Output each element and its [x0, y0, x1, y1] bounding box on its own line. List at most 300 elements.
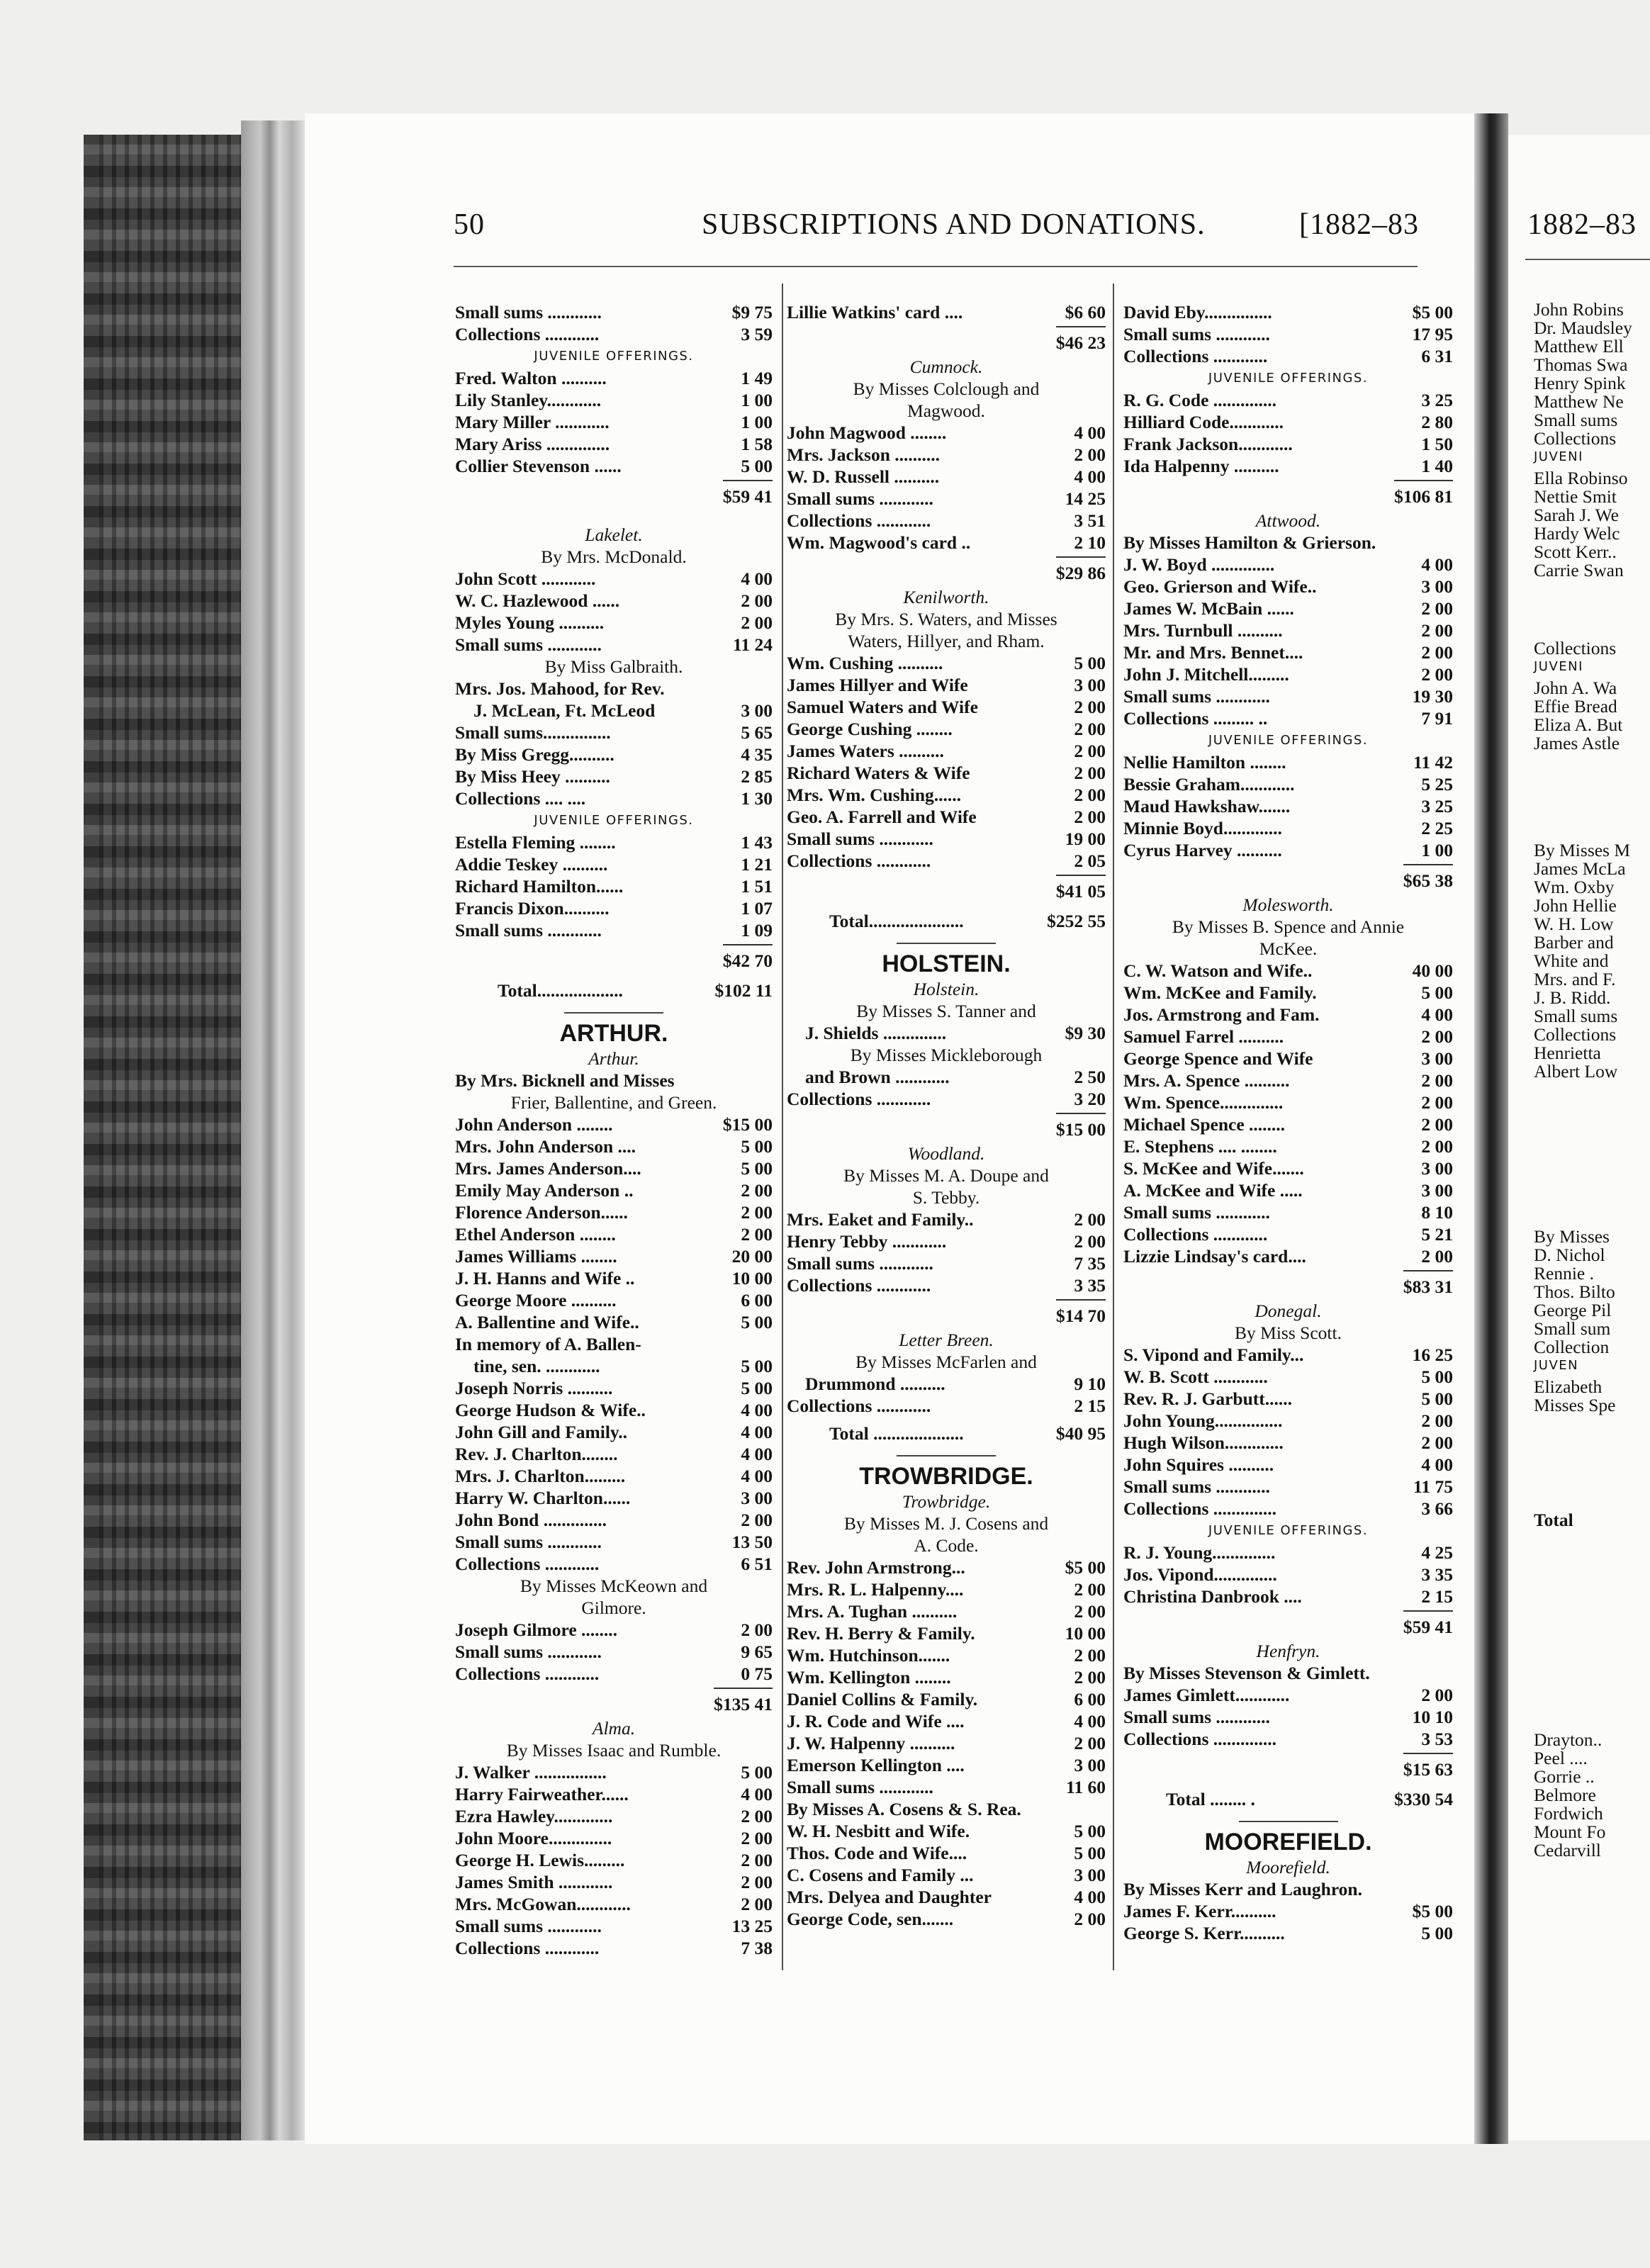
entry-name: James F. Kerr..........	[1123, 1901, 1276, 1921]
right-page-line: Henrietta	[1534, 1043, 1601, 1063]
entry-name: John Squires ..........	[1123, 1454, 1274, 1475]
right-page-line: John Robins	[1534, 299, 1624, 320]
entry-amount: 3 00	[1074, 1755, 1106, 1775]
entry-amount: 2 00	[741, 1894, 773, 1914]
entry-name: Collections ..............	[1123, 1498, 1277, 1519]
entry-amount: 11 42	[1413, 752, 1453, 773]
entry-row	[1123, 663, 1453, 685]
entry-row	[787, 1274, 1106, 1296]
entry-name: Lillie Watkins' card ....	[787, 302, 963, 322]
entry-amount: 13 50	[731, 1532, 773, 1552]
right-page-line: Gorrie ..	[1534, 1766, 1595, 1787]
entry-name: Rev. J. Charlton........	[455, 1444, 618, 1464]
entry-name: Collier Stevenson ......	[455, 456, 622, 476]
entry-amount: $5 00	[1412, 302, 1453, 322]
entry-row	[1123, 1922, 1453, 1944]
subtotal	[787, 872, 1106, 904]
section-label: JUVENILE OFFERINGS.	[1208, 1523, 1369, 1538]
entry-name: A. Ballentine and Wife..	[455, 1312, 639, 1332]
subtotal	[787, 1110, 1106, 1143]
entry-row	[455, 1443, 773, 1465]
right-page-line: Drayton..	[1534, 1729, 1603, 1750]
entry-row	[787, 1230, 1106, 1252]
entry-row	[787, 1373, 1106, 1395]
entry-amount: 2 00	[1074, 763, 1106, 783]
entry-name: Florence Anderson......	[455, 1202, 628, 1223]
entry-amount: 2 00	[1421, 1026, 1453, 1047]
entry-name: Christina Danbrook ....	[1123, 1586, 1302, 1607]
right-page-line: Fordwich	[1534, 1803, 1603, 1824]
entry-amount: 3 00	[741, 1488, 773, 1508]
entry-name: Richard Waters & Wife	[787, 763, 970, 783]
entry-amount: $9 30	[1065, 1023, 1106, 1043]
entry-amount: $6 60	[1065, 302, 1106, 322]
entry-row	[1123, 1113, 1453, 1135]
entry-amount: 2 00	[1074, 785, 1106, 805]
entry-name: Richard Hamilton......	[455, 876, 624, 897]
entry-name: Collections ............	[455, 1554, 600, 1574]
entry-row	[1123, 554, 1453, 576]
entry-row	[1123, 1476, 1453, 1498]
subtotal-amount: $14 70	[1056, 1299, 1106, 1327]
subtotal-amount: $106 81	[1394, 480, 1453, 507]
entry-amount: 2 00	[1421, 1092, 1453, 1113]
entry-row	[787, 1864, 1106, 1886]
entry-amount: 3 00	[1421, 1158, 1453, 1179]
entry-name: Collections ............	[787, 1396, 931, 1416]
entry-name: Ethel Anderson ........	[455, 1224, 616, 1245]
entry-name: John Anderson ........	[455, 1114, 613, 1135]
entry-row	[1123, 641, 1453, 663]
subtotal-amount: $46 23	[1056, 326, 1106, 354]
entry-row	[1123, 1366, 1453, 1388]
entry-amount: 1 51	[741, 876, 773, 897]
entry-row	[787, 1644, 1106, 1666]
entry-name: Small sums ............	[1123, 324, 1270, 344]
entry-row	[787, 1908, 1106, 1930]
entry-amount: 5 25	[1421, 774, 1453, 795]
entry-name: George S. Kerr..........	[1123, 1923, 1285, 1943]
entry-amount: 5 00	[741, 1158, 773, 1179]
entry-name: David Eby...............	[1123, 302, 1272, 322]
entry-amount: 8 10	[1421, 1202, 1453, 1223]
place-name: Molesworth.	[1242, 894, 1334, 915]
entry-row	[1123, 982, 1453, 1004]
entry-amount: 2 00	[1074, 807, 1106, 827]
entry-row	[455, 1641, 773, 1663]
district-heading: ARTHUR.	[559, 1020, 668, 1047]
entry-name: Collections ............	[1123, 346, 1268, 366]
entry-row	[455, 1223, 773, 1245]
right-page-line: Henry Spink	[1534, 373, 1626, 393]
entry-row	[455, 1377, 773, 1399]
entry-amount: 1 40	[1421, 456, 1453, 476]
subtotal-amount: $15 00	[1056, 1113, 1106, 1140]
entry-name: Mrs. Delyea and Daughter	[787, 1887, 992, 1907]
right-page-line: Nettie Smit	[1534, 486, 1617, 507]
entry-row	[787, 1666, 1106, 1688]
district-total	[1123, 1783, 1453, 1815]
entry-name: Collections ............	[455, 324, 600, 344]
entry-row	[455, 1201, 773, 1223]
centered-line: A. Code.	[914, 1535, 979, 1556]
right-page-line: Belmore	[1534, 1785, 1596, 1805]
entry-row	[455, 1465, 773, 1487]
entry-name: Samuel Waters and Wife	[787, 697, 978, 717]
entry-amount: 40 00	[1412, 960, 1453, 981]
centered-line: Frier, Ballentine, and Green.	[510, 1092, 717, 1113]
right-page-line: Carrie Swan	[1534, 560, 1624, 580]
entry-row	[1123, 1585, 1453, 1607]
entry-row	[455, 853, 773, 875]
entry-row	[787, 674, 1106, 696]
entry-amount: 4 00	[1074, 1887, 1106, 1907]
entry-row	[1123, 433, 1453, 455]
entry-row	[455, 1871, 773, 1893]
entry-amount: 5 00	[741, 1762, 773, 1783]
entry-row	[455, 1070, 773, 1091]
entry-amount: 3 20	[1074, 1089, 1106, 1109]
district-total	[787, 1417, 1106, 1449]
entry-amount: 2 00	[1074, 1231, 1106, 1252]
right-page-line: James Astle	[1534, 733, 1620, 753]
entry-row	[1123, 1245, 1453, 1267]
entry-name: Joseph Gilmore ........	[455, 1619, 618, 1640]
entry-amount: 3 25	[1421, 796, 1453, 816]
entry-row	[787, 1022, 1106, 1044]
entry-amount: 16 25	[1412, 1344, 1453, 1365]
right-page-line: Collections	[1534, 428, 1617, 449]
entry-row	[1123, 619, 1453, 641]
separator-line	[897, 1455, 996, 1456]
entry-amount: $9 75	[731, 302, 773, 322]
entry-amount: 5 21	[1421, 1224, 1453, 1245]
entry-row	[455, 1399, 773, 1421]
entry-amount: 13 25	[731, 1916, 773, 1936]
place-name: Alma.	[592, 1718, 636, 1739]
entry-row	[455, 1245, 773, 1267]
right-page-line: Ella Robinso	[1534, 468, 1628, 488]
entry-row	[455, 1487, 773, 1509]
separator-line	[1239, 1821, 1338, 1822]
entry-row	[1123, 1157, 1453, 1179]
entry-row	[1123, 839, 1453, 861]
entry-name: Small sums ............	[455, 1641, 602, 1662]
entry-name: Daniel Collins & Family.	[787, 1689, 978, 1710]
entry-row	[1123, 301, 1453, 323]
entry-amount: 5 00	[1421, 1366, 1453, 1387]
entry-name: Jos. Vipond..............	[1123, 1564, 1277, 1585]
entry-amount: 2 00	[1074, 1645, 1106, 1666]
entry-row	[455, 411, 773, 433]
entry-amount: 5 00	[1421, 1388, 1453, 1409]
entry-name: Mrs. Wm. Cushing......	[787, 785, 962, 805]
entry-amount: 9 10	[1074, 1374, 1106, 1394]
entry-row	[1123, 1026, 1453, 1048]
right-page-line: Mount Fo	[1534, 1821, 1606, 1842]
entry-amount: 5 65	[741, 722, 773, 743]
column-1	[455, 301, 773, 1959]
entry-row	[787, 1732, 1106, 1754]
total-label: Total.....................	[829, 910, 964, 931]
entry-amount: 2 00	[741, 1828, 773, 1848]
entry-name: W. D. Russell ..........	[787, 466, 940, 487]
entry-name: Mrs. McGowan............	[455, 1894, 631, 1914]
entry-name: James Waters ..........	[787, 741, 944, 761]
entry-name: J. H. Hanns and Wife ..	[455, 1268, 635, 1289]
entry-name: Rev. H. Berry & Family.	[787, 1623, 975, 1644]
right-page-line: Mrs. and F.	[1534, 969, 1616, 989]
entry-amount: $15 00	[722, 1114, 773, 1135]
entry-name: S. Vipond and Family...	[1123, 1344, 1304, 1365]
right-page-line: John A. Wa	[1534, 678, 1617, 698]
entry-amount: 2 00	[1421, 1410, 1453, 1431]
total-amount: $40 95	[1055, 1422, 1106, 1444]
total-label: Total ........ .	[1166, 1788, 1255, 1809]
right-page-line: Dr. Maudsley	[1534, 318, 1632, 338]
entry-name: Rev. John Armstrong...	[787, 1557, 965, 1578]
entry-row	[1123, 1684, 1453, 1706]
entry-name: Rev. R. J. Garbutt......	[1123, 1388, 1292, 1409]
entry-name: A. McKee and Wife .....	[1123, 1180, 1303, 1201]
right-page-line: JUVEN	[1534, 1358, 1579, 1373]
entry-name: Mrs. A. Spence ..........	[1123, 1070, 1290, 1091]
right-page-line: Collections	[1534, 638, 1617, 658]
entry-name: Thos. Code and Wife....	[787, 1843, 967, 1863]
right-page-line: JUVENI	[1534, 449, 1583, 464]
total-amount: $102 11	[714, 979, 773, 1001]
subtotal	[787, 1296, 1106, 1329]
right-page-line: Eliza A. But	[1534, 714, 1623, 735]
right-header-rule	[1525, 259, 1650, 260]
centered-line: By Misses McKeown and	[520, 1576, 708, 1596]
entry-row	[455, 1783, 773, 1805]
right-page-line: Elizabeth	[1534, 1376, 1603, 1397]
entry-row	[787, 301, 1106, 323]
right-page-line: Thos. Bilto	[1534, 1281, 1615, 1302]
right-page-line: By Misses	[1534, 1226, 1610, 1247]
entry-row	[787, 1710, 1106, 1732]
entry-name: Maud Hawkshaw.......	[1123, 796, 1291, 816]
entry-amount: 4 00	[741, 1444, 773, 1464]
entry-name: Harry Fairweather......	[455, 1784, 629, 1804]
entry-row	[1123, 1498, 1453, 1520]
entry-amount: 19 30	[1412, 686, 1453, 707]
entry-row	[1123, 1542, 1453, 1564]
entry-name: Small sums...............	[455, 722, 611, 743]
subtotal-amount: $83 31	[1403, 1270, 1453, 1298]
centered-line: By Misses M. J. Cosens and	[843, 1513, 1049, 1534]
entry-row	[787, 1066, 1106, 1088]
entry-amount: 4 00	[741, 1466, 773, 1486]
entry-amount: 2 00	[1074, 741, 1106, 761]
total-amount: $252 55	[1047, 910, 1106, 931]
entry-name: Emily May Anderson ..	[455, 1180, 634, 1201]
entry-row	[455, 1289, 773, 1311]
entry-row	[787, 806, 1106, 828]
entry-name: By Misses Stevenson & Gimlett.	[1123, 1663, 1370, 1683]
entry-amount: 4 25	[1421, 1542, 1453, 1563]
place-name: Trowbridge.	[902, 1491, 991, 1512]
entry-name: Collections ............	[787, 1089, 931, 1109]
entry-row	[787, 1578, 1106, 1600]
entry-row	[1123, 1728, 1453, 1750]
entry-amount: 2 00	[1421, 1246, 1453, 1267]
entry-name: J. McLean, Ft. McLeod	[473, 700, 656, 721]
entry-amount: 3 51	[1074, 510, 1106, 531]
entry-name: Collections ............	[787, 1275, 931, 1296]
centered-line: By Miss Galbraith.	[544, 656, 683, 677]
entry-name: Nellie Hamilton ........	[1123, 752, 1286, 773]
entry-name: John Moore..............	[455, 1828, 612, 1848]
entry-name: Mrs. A. Tughan ..........	[787, 1601, 958, 1622]
entry-name: S. McKee and Wife.......	[1123, 1158, 1304, 1179]
entry-row	[787, 828, 1106, 850]
entry-amount: 2 85	[741, 766, 773, 787]
entry-amount: 2 50	[1074, 1067, 1106, 1087]
place-name: Moorefield.	[1246, 1857, 1330, 1877]
subtotal-amount: $135 41	[714, 1688, 773, 1715]
entry-amount: $5 00	[1065, 1557, 1106, 1578]
centered-line: Gilmore.	[581, 1598, 646, 1618]
entry-amount: 1 00	[741, 412, 773, 432]
subtotal	[1123, 477, 1453, 510]
entry-amount: 2 00	[1074, 1733, 1106, 1753]
entry-name: John Young...............	[1123, 1410, 1283, 1431]
entry-name: J. Walker ................	[455, 1762, 607, 1783]
entry-name: In memory of A. Ballen-	[455, 1334, 641, 1354]
entry-name: R. G. Code ..............	[1123, 390, 1277, 410]
entry-amount: 5 00	[741, 1312, 773, 1332]
entry-name: Small sums ............	[455, 302, 602, 322]
entry-row	[1123, 1454, 1453, 1476]
entry-name: Estella Fleming ........	[455, 832, 616, 853]
entry-amount: 3 35	[1074, 1275, 1106, 1296]
right-page-line: George Pil	[1534, 1300, 1612, 1320]
entry-amount: 5 00	[1074, 653, 1106, 673]
entry-row	[455, 301, 773, 323]
entry-row	[455, 1761, 773, 1783]
right-page-line: Matthew Ell	[1534, 336, 1624, 357]
entry-row	[455, 700, 773, 722]
header-rule	[454, 266, 1418, 267]
column-rule-1	[782, 284, 783, 1970]
entry-amount: 5 00	[1421, 982, 1453, 1003]
entry-name: Addie Teskey ..........	[455, 854, 608, 875]
entry-row	[1123, 532, 1453, 554]
entry-amount: 3 00	[741, 700, 773, 721]
entry-name: James Hillyer and Wife	[787, 675, 968, 695]
entry-row	[787, 652, 1106, 674]
entry-name: J. R. Code and Wife ....	[787, 1711, 965, 1731]
entry-amount: 2 00	[1074, 1667, 1106, 1688]
subtotal	[1123, 1607, 1453, 1640]
entry-row	[787, 850, 1106, 872]
entry-row	[787, 1622, 1106, 1644]
entry-amount: 6 00	[1074, 1689, 1106, 1710]
entry-amount: 0 75	[741, 1663, 773, 1684]
entry-row	[455, 568, 773, 590]
subtotal	[787, 554, 1106, 586]
entry-name: James W. McBain ......	[1123, 598, 1294, 619]
entry-row	[1123, 1070, 1453, 1091]
entry-name: Cyrus Harvey ..........	[1123, 840, 1282, 860]
entry-amount: 2 00	[1074, 697, 1106, 717]
entry-amount: 2 00	[741, 612, 773, 633]
centered-line: By Misses Colclough and	[853, 378, 1040, 399]
entry-row	[1123, 751, 1453, 773]
district-heading: HOLSTEIN.	[882, 950, 1011, 977]
entry-amount: 14 25	[1065, 488, 1106, 509]
entry-amount: 3 00	[1421, 1048, 1453, 1069]
entry-name: Wm. Cushing ..........	[787, 653, 943, 673]
entry-row	[455, 1553, 773, 1575]
entry-name: Geo. A. Farrell and Wife	[787, 807, 977, 827]
entry-amount: 2 10	[1074, 532, 1106, 553]
entry-amount: 1 09	[741, 920, 773, 941]
entry-name: Wm. Hutchinson.......	[787, 1645, 950, 1666]
entry-name: Geo. Grierson and Wife..	[1123, 576, 1317, 597]
column-2	[787, 301, 1106, 1930]
entry-amount: 4 35	[741, 744, 773, 765]
right-page-line: JUVENI	[1534, 659, 1583, 674]
entry-name: By Mrs. Bicknell and Misses	[455, 1070, 675, 1091]
entry-amount: 2 00	[1074, 1209, 1106, 1230]
subtotal-amount: $29 86	[1056, 556, 1106, 584]
entry-row	[455, 678, 773, 700]
subtotal	[455, 941, 773, 974]
entry-name: Joseph Norris ..........	[455, 1378, 613, 1398]
entry-name: Fred. Walton ..........	[455, 368, 607, 388]
entry-row	[455, 590, 773, 612]
entry-row	[455, 455, 773, 477]
entry-name: E. Stephens .... ........	[1123, 1136, 1277, 1157]
entry-name: John Magwood ........	[787, 422, 947, 443]
entry-amount: 5 00	[741, 1378, 773, 1398]
entry-row	[1123, 345, 1453, 367]
entry-row	[1123, 773, 1453, 795]
separator-rule	[787, 1449, 1106, 1462]
entry-name: Collections ......... ..	[1123, 708, 1268, 729]
entry-name: Mrs. Jos. Mahood, for Rev.	[455, 678, 665, 699]
entry-row	[455, 1915, 773, 1937]
subtotal-amount: $42 70	[723, 944, 773, 972]
entry-row	[455, 634, 773, 656]
entry-row	[455, 1157, 773, 1179]
entry-name: Frank Jackson............	[1123, 434, 1293, 454]
entry-row	[455, 743, 773, 765]
entry-name: Mary Miller ............	[455, 412, 610, 432]
entry-row	[455, 389, 773, 411]
entry-row	[787, 1252, 1106, 1274]
entry-amount: 11 75	[1413, 1476, 1453, 1497]
entry-amount: 5 00	[741, 1356, 773, 1376]
entry-amount: $5 00	[1412, 1901, 1453, 1921]
entry-row	[1123, 1344, 1453, 1366]
entry-row	[455, 1179, 773, 1201]
entry-row	[787, 1886, 1106, 1908]
entry-name: Wm. Kellington ........	[787, 1667, 951, 1688]
separator-rule	[455, 1006, 773, 1019]
entry-name: W. B. Scott ............	[1123, 1366, 1268, 1387]
entry-amount: 10 00	[731, 1268, 773, 1289]
subtotal	[455, 477, 773, 510]
entry-row	[455, 1421, 773, 1443]
entry-name: John Scott ............	[455, 568, 596, 589]
entry-row	[455, 919, 773, 941]
entry-name: George H. Lewis.........	[455, 1850, 625, 1870]
place-name: Holstein.	[913, 979, 980, 999]
